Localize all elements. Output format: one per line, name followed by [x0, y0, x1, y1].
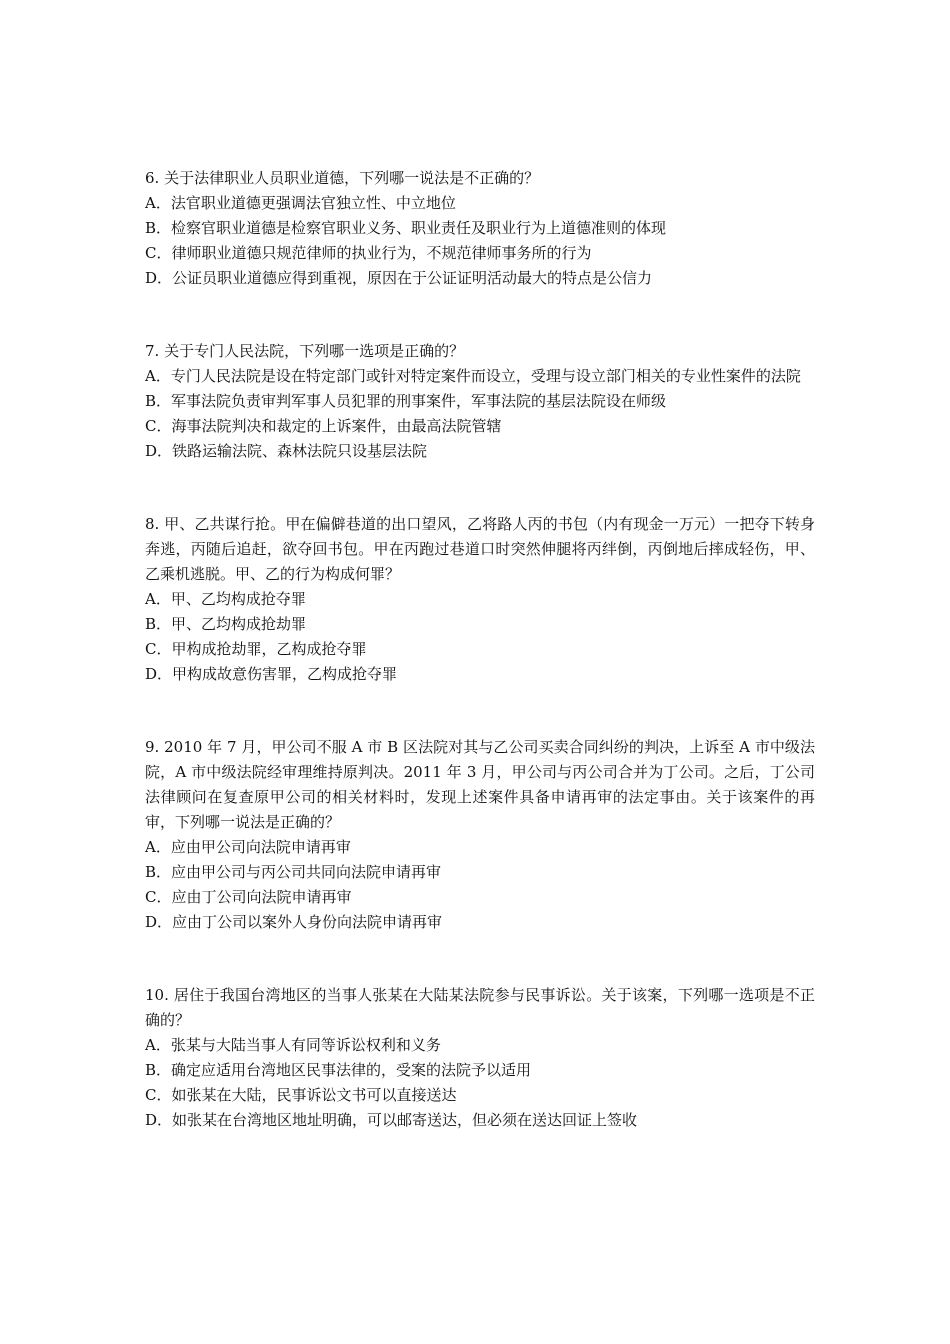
question-7	[145, 339, 815, 464]
document-page	[145, 166, 815, 1133]
question-stem: 6. 关于法律职业人员职业道德，下列哪一说法是不正确的？	[145, 169, 540, 187]
option-c: C．海事法院判决和裁定的上诉案件，由最高法院管辖	[145, 417, 502, 435]
question-9	[145, 735, 815, 935]
option-b: B．应由甲公司与丙公司共同向法院申请再审	[145, 863, 442, 881]
option-d: D．铁路运输法院、森林法院只设基层法院	[145, 442, 428, 460]
question-stem: 8. 甲、乙共谋行抢。甲在偏僻巷道的出口望风，乙将路人丙的书包（内有现金一万元）一把夺下转身奔逃，丙随后追赶，欲夺回书包。甲在丙跑过巷道口时突然伸腿将丙绊倒，丙倒地后摔成轻伤，甲、乙乘机逃脱。甲、乙的行为构成何罪？	[145, 515, 815, 583]
option-c: C．甲构成抢劫罪，乙构成抢夺罪	[145, 640, 367, 658]
question-6	[145, 166, 815, 291]
option-b: B．甲、乙均构成抢劫罪	[145, 615, 307, 633]
question-10	[145, 983, 815, 1133]
option-a: A．应由甲公司向法院申请再审	[145, 838, 351, 856]
option-c: C．应由丁公司向法院申请再审	[145, 888, 352, 906]
option-b: B．确定应适用台湾地区民事法律的，受案的法院予以适用	[145, 1061, 532, 1079]
question-stem: 10. 居住于我国台湾地区的当事人张某在大陆某法院参与民事诉讼。关于该案，下列哪一选项是不正确的？	[145, 986, 815, 1029]
option-c: C．如张某在大陆，民事诉讼文书可以直接送达	[145, 1086, 457, 1104]
question-stem: 9. 2010 年 7 月，甲公司不服 A 市 B 区法院对其与乙公司买卖合同纠纷的判决，上诉至 A 市中级法院，A 市中级法院经审理维持原判决。2011 年 3 月，甲公司与丙公司合并为丁公司。之后，丁公司法律顾问在复查原甲公司的相关材料时，发现上述案件具备申请再审的法定事由。关于该案件的再审，下列哪一说法是正确的？	[145, 738, 815, 831]
option-c: C．律师职业道德只规范律师的执业行为，不规范律师事务所的行为	[145, 244, 592, 262]
option-d: D．甲构成故意伤害罪，乙构成抢夺罪	[145, 665, 398, 683]
option-a: A．专门人民法院是设在特定部门或针对特定案件而设立，受理与设立部门相关的专业性案件的法院	[145, 367, 801, 385]
option-d: D．如张某在台湾地区地址明确，可以邮寄送达，但必须在送达回证上签收	[145, 1111, 638, 1129]
option-d: D．公证员职业道德应得到重视，原因在于公证证明活动最大的特点是公信力	[145, 269, 653, 287]
option-a: A．张某与大陆当事人有同等诉讼权利和义务	[145, 1036, 441, 1054]
option-a: A．法官职业道德更强调法官独立性、中立地位	[145, 194, 456, 212]
option-d: D．应由丁公司以案外人身份向法院申请再审	[145, 913, 443, 931]
question-8	[145, 512, 815, 687]
question-stem: 7. 关于专门人民法院，下列哪一选项是正确的？	[145, 342, 465, 360]
option-b: B．检察官职业道德是检察官职业义务、职业责任及职业行为上道德准则的体现	[145, 219, 667, 237]
option-a: A．甲、乙均构成抢夺罪	[145, 590, 306, 608]
option-b: B．军事法院负责审判军事人员犯罪的刑事案件，军事法院的基层法院设在师级	[145, 392, 667, 410]
